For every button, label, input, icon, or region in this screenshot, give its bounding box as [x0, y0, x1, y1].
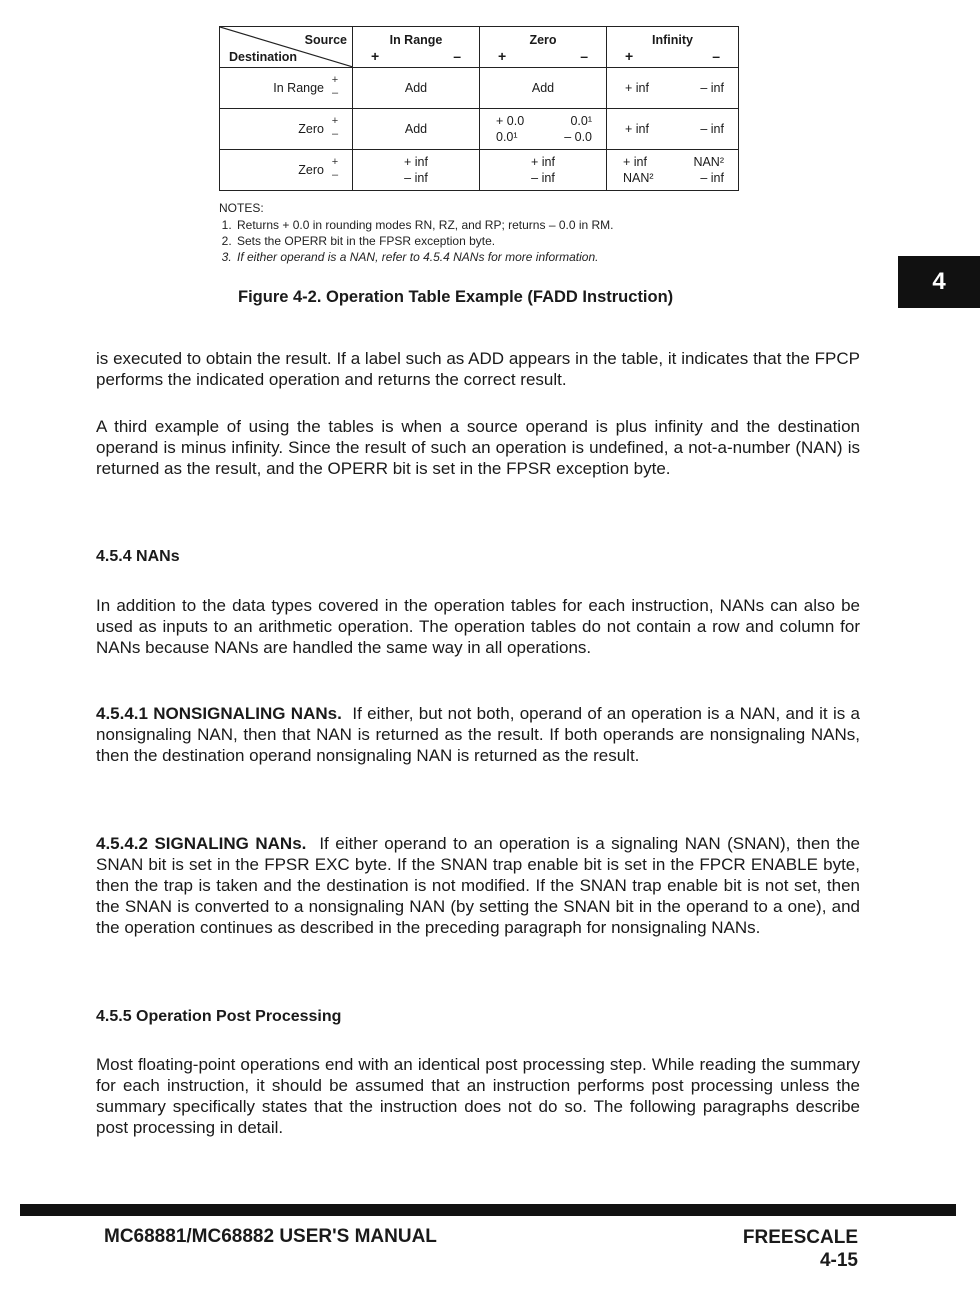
subsection-heading: 4.5.4.2 SIGNALING NANs. [96, 834, 307, 853]
body-paragraph: In addition to the data types covered in the operation tables for each instruction, NANs can also be used as inputs to an arithmetic operation. The operation tables do not contain a row and column for NANs because NANs are handled the same way in all operations. [96, 596, 860, 657]
table-cell: + inf – inf [607, 68, 739, 109]
row-header [220, 109, 353, 150]
note-item: 1. Returns + 0.0 in rounding modes RN, RZ, and RP; returns – 0.0 in RM. [235, 217, 614, 233]
footer-publisher: FREESCALE [742, 1227, 858, 1248]
subsection-heading: 4.5.4.1 NONSIGNALING NANs. [96, 704, 342, 723]
table-cell: Add [353, 109, 480, 150]
table-cell: + inf NAN² NAN² – inf [607, 150, 739, 191]
corner-destination-label: Destination [229, 50, 298, 64]
column-minus-sign: – [712, 48, 720, 64]
page-number: 4-15 [819, 1250, 858, 1271]
note-item: 3. If either operand is a NAN, refer to 4.5.4 NANs for more information. [235, 249, 614, 265]
chapter-tab: 4 [898, 256, 980, 308]
table-cell: + 0.0 0.0¹ 0.0¹ – 0.0 [480, 109, 607, 150]
column-title: Zero [529, 33, 557, 47]
footer-manual-title: MC68881/MC68882 USER'S MANUAL [104, 1226, 437, 1247]
table-row [220, 68, 739, 109]
body-paragraph: 4.5.4.1 NONSIGNALING NANs. If either, but not both, operand of an operation is a NAN, and it is a nonsignaling NAN, then that NAN is returned as the result. If both operands are nonsignaling NANs, then the destination operand nonsignaling NAN is returned as the result. [96, 704, 860, 765]
table-cell: + inf – inf [607, 109, 739, 150]
column-header-in-range [353, 27, 480, 68]
column-plus-sign: + [371, 48, 380, 64]
table-notes [219, 200, 614, 265]
section-heading: 4.5.4 NANs [96, 548, 180, 565]
row-label: Zero [298, 163, 324, 177]
note-item: 2. Sets the OPERR bit in the FPSR exception byte. [235, 233, 614, 249]
footer-publisher-block [743, 1226, 858, 1272]
row-signs: + – [331, 74, 339, 99]
body-paragraph: 4.5.4.2 SIGNALING NANs. If either operand to an operation is a signaling NAN (SNAN), then the SNAN bit is set in the FPSR EXC byte. If the SNAN trap enable bit is set in the FPCR ENABLE byte, then the trap is taken and the destination is not modified. If the SNAN trap enable bit is not set, then the SNAN is converted to a nonsignaling NAN (by setting the SNAN bit in the operand to a one), and the operation continues as described in the preceding paragraph for nonsignaling NANs. [96, 834, 860, 937]
column-minus-sign: – [453, 48, 461, 64]
column-header-infinity [607, 27, 739, 68]
figure-caption: Figure 4-2. Operation Table Example (FADD Instruction) [238, 288, 674, 306]
table-cell: + inf – inf [480, 150, 607, 191]
row-label: In Range [273, 81, 324, 95]
row-header [220, 150, 353, 191]
column-minus-sign: – [580, 48, 588, 64]
column-plus-sign: + [625, 48, 634, 64]
row-label: Zero [298, 122, 324, 136]
column-header-zero [480, 27, 607, 68]
row-header [220, 68, 353, 109]
corner-source-label: Source [304, 33, 347, 47]
body-paragraph: A third example of using the tables is when a source operand is plus infinity and the destination operand is minus infinity. Since the result of such an operation is undefined, a not-a-number (NAN) is returned as the result, and the OPERR bit is set in the FPSR exception byte. [96, 417, 860, 478]
table-row [220, 150, 739, 191]
body-paragraph: Most floating-point operations end with an identical post processing step. While reading the summary for each instruction, it should be assumed that an instruction performs post processing unless the summary specifically states that the instruction does not do so. The following paragraphs describe post processing in detail. [96, 1055, 860, 1137]
column-title: In Range [389, 33, 443, 47]
table-header-row [220, 27, 739, 68]
table-row [220, 109, 739, 150]
row-signs: + – [331, 156, 339, 181]
table-cell: Add [480, 68, 607, 109]
column-title: Infinity [652, 33, 693, 47]
notes-heading: NOTES: [219, 201, 264, 215]
column-plus-sign: + [498, 48, 507, 64]
table-corner-cell [220, 27, 353, 68]
footer-rule [20, 1204, 956, 1216]
operation-table [219, 26, 739, 191]
body-paragraph: is executed to obtain the result. If a label such as ADD appears in the table, it indicates that the FPCP performs the indicated operation and returns the correct result. [96, 349, 860, 389]
table-cell: + inf – inf [353, 150, 480, 191]
section-heading: 4.5.5 Operation Post Processing [96, 1008, 342, 1025]
row-signs: + – [331, 115, 339, 140]
table-cell: Add [353, 68, 480, 109]
